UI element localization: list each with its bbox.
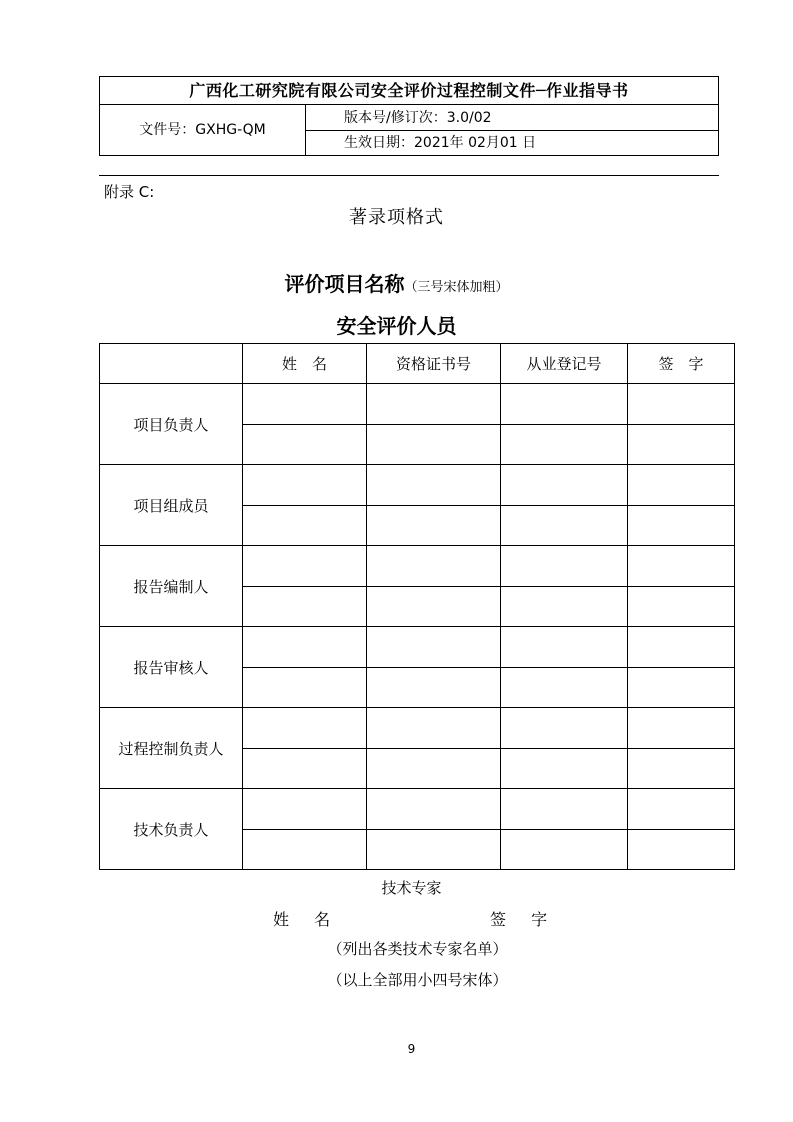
evaluation-title-note: （三号宋体加粗） (404, 280, 509, 295)
table-cell (628, 748, 735, 789)
header-title: 广西化工研究院有限公司安全评价过程控制文件─作业指导书 (100, 77, 718, 105)
role-team-member: 项目组成员 (100, 465, 243, 546)
role-report-reviewer: 报告审核人 (100, 627, 243, 708)
staff-title: 安全评价人员 (336, 314, 457, 338)
staff-table (99, 343, 735, 870)
role-technical-leader: 技术负责人 (100, 789, 243, 870)
table-cell (501, 505, 628, 546)
table-cell (243, 505, 367, 546)
table-row (100, 546, 735, 587)
table-cell (367, 586, 501, 627)
column-header-registration: 从业登记号 (501, 344, 628, 384)
table-cell (367, 708, 501, 749)
table-cell (367, 789, 501, 830)
table-cell (367, 384, 501, 425)
table-row (100, 708, 735, 749)
column-header-certificate: 资格证书号 (367, 344, 501, 384)
table-cell (628, 384, 735, 425)
table-cell (628, 829, 735, 870)
role-project-leader: 项目负责人 (100, 384, 243, 465)
table-cell (367, 424, 501, 465)
document-header (99, 76, 719, 156)
table-cell (628, 505, 735, 546)
table-cell (628, 465, 735, 506)
table-cell (628, 546, 735, 587)
table-cell (243, 789, 367, 830)
table-cell (243, 465, 367, 506)
evaluation-title-main: 评价项目名称 (284, 272, 405, 296)
column-header-blank (100, 344, 243, 384)
table-cell (243, 627, 367, 668)
evaluation-title (0, 268, 793, 297)
table-cell (501, 627, 628, 668)
table-cell (367, 505, 501, 546)
table-cell (367, 829, 501, 870)
table-cell (501, 465, 628, 506)
table-cell (628, 708, 735, 749)
table-cell (243, 586, 367, 627)
version-number: 版本号/修订次：3.0/02 (306, 105, 719, 131)
table-cell (501, 586, 628, 627)
table-cell (501, 708, 628, 749)
table-row (100, 465, 735, 506)
effective-date: 生效日期：2021年 02月01 日 (344, 135, 537, 151)
table-cell (243, 424, 367, 465)
table-cell (501, 667, 628, 708)
table-cell (367, 465, 501, 506)
experts-list-note: （列出各类技术专家名单） (327, 940, 508, 958)
file-number: 文件号：GXHG-QM (100, 105, 306, 156)
column-header-signature: 签 字 (628, 344, 735, 384)
table-cell (501, 546, 628, 587)
table-cell (628, 424, 735, 465)
experts-label: 技术专家 (381, 879, 442, 897)
table-cell (628, 667, 735, 708)
table-cell (628, 789, 735, 830)
table-header-row (100, 344, 735, 384)
table-cell (243, 708, 367, 749)
appendix-label: 附录 C: (104, 183, 155, 201)
table-cell (501, 424, 628, 465)
table-cell (243, 829, 367, 870)
table-cell (243, 546, 367, 587)
format-title: 著录项格式 (349, 207, 444, 228)
font-note: （以上全部用小四号宋体） (327, 971, 508, 989)
table-row (100, 789, 735, 830)
table-cell (243, 748, 367, 789)
header-rule (99, 175, 719, 176)
column-header-name: 姓 名 (243, 344, 367, 384)
table-cell (367, 667, 501, 708)
table-row (100, 384, 735, 425)
table-cell (628, 586, 735, 627)
experts-sign-header: 签 字 (490, 910, 558, 929)
table-row (100, 627, 735, 668)
table-cell (367, 546, 501, 587)
table-cell (628, 627, 735, 668)
table-cell (243, 667, 367, 708)
role-process-control-leader: 过程控制负责人 (100, 708, 243, 789)
role-report-author: 报告编制人 (100, 546, 243, 627)
table-cell (501, 789, 628, 830)
table-cell (367, 748, 501, 789)
table-cell (243, 384, 367, 425)
page-number: 9 (407, 1042, 416, 1056)
table-cell (501, 384, 628, 425)
table-cell (501, 748, 628, 789)
table-cell (367, 627, 501, 668)
experts-name-header: 姓 名 (273, 910, 341, 929)
table-cell (501, 829, 628, 870)
